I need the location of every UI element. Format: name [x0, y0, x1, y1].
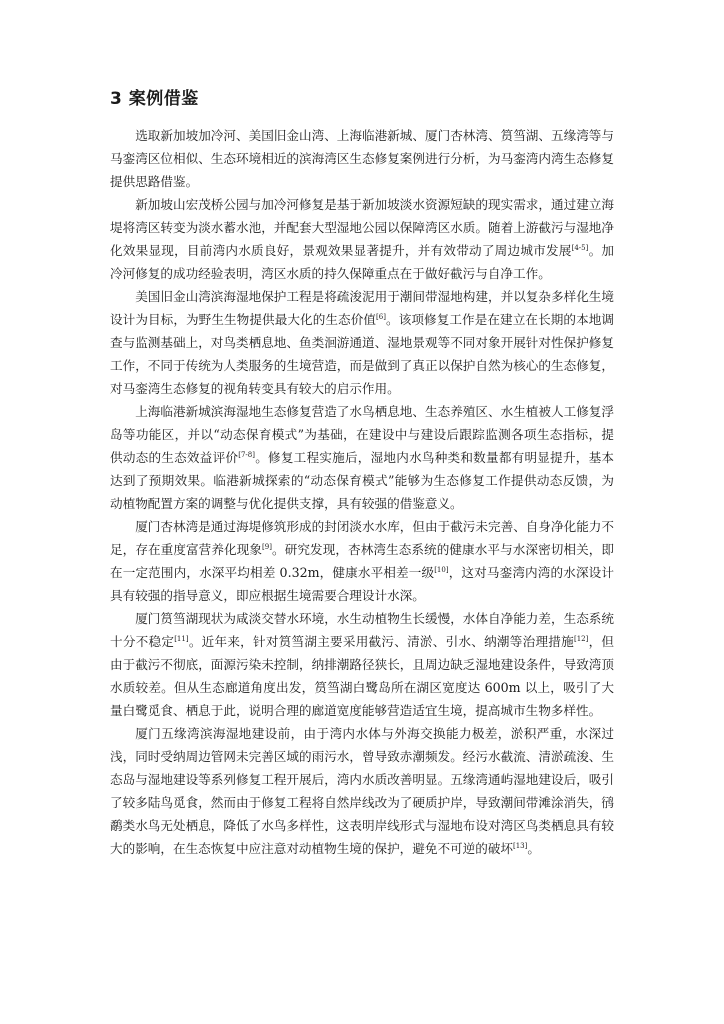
body-paragraph	[110, 124, 614, 193]
citation-ref: [7-8]	[238, 450, 255, 459]
paragraph-text: 。该项修复工作是在建立在长期的本地调查与监测基础上，对鸟类栖息地、鱼类洄游通道、湿地景观等不同对象开展针对性保护修复工作，不同于传统为人类服务的生境营造，而是做到了真正以保护自然为核心的生态修复，对马銮湾生态修复的视角转变具有较大的启示作用。	[110, 312, 615, 396]
paragraph-text: 美国旧金山湾滨海湿地保护工程是将疏浚泥用于潮间带湿地构建，并以复杂多样化生境设计为目标，为野生生物提供最大化的生态价值	[110, 289, 614, 327]
paragraph-text: ，这对马銮湾内湾的水深设计具有较强的指导意义，即应根据生境需要合理设计水深。	[110, 565, 614, 603]
document-page	[110, 88, 614, 860]
paragraph-text: 选取新加坡加冷河、美国旧金山湾、上海临港新城、厦门杏林湾、筼筜湖、五缘湾等与马銮湾区位相似、生态环境相近的滨海湾区生态修复案例进行分析，为马銮湾内湾生态修复提供思路借鉴。	[110, 128, 614, 189]
paragraph-text: 。修复工程实施后，湿地内水鸟种类和数量都有明显提升，基本达到了预期效果。临港新城探索的“动态保育模式”能够为生态修复工作提供动态反馈，为动植物配置方案的调整与优化提供支撑，具有较强的借鉴意义。	[110, 450, 615, 511]
body-paragraph	[110, 607, 614, 722]
paragraph-text: 。研究发现，杏林湾生态系统的健康水平与水深密切相关，即在一定范围内，水深平均相差 0.32m，健康水平相差一级	[110, 542, 615, 580]
paragraph-text: 。加冷河修复的成功经验表明，湾区水质的持久保障重点在于做好截污与自净工作。	[110, 243, 615, 281]
paragraph-text: 。	[527, 841, 540, 856]
paragraph-text: 厦门筼筜湖现状为咸淡交替水环境，水生动植物生长缓慢，水体自净能力差，生态系统十分不稳定	[110, 611, 614, 649]
citation-ref: [12]	[573, 634, 589, 643]
body-text	[110, 124, 614, 860]
paragraph-text: ，但由于截污不彻底，面源污染未控制，纳排潮路径狭长，且周边缺乏湿地建设条件，导致湾顶水质较差。但从生态廊道角度出发，筼筜湖白鹭岛所在湖区宽度达 600m 以上，吸引了大量白鹭觅食、栖息于此，说明合理的廊道宽度能够营造适宜生境，提高城市生物多样性。	[110, 634, 615, 718]
paragraph-text: 新加坡山宏茂桥公园与加冷河修复是基于新加坡淡水资源短缺的现实需求，通过建立海堤将湾区转变为淡水蓄水池，并配套大型湿地公园以保障湾区水质。随着上游截污与湿地净化效果显现，目前湾内水质良好，景观效果显著提升，并有效带动了周边城市发展	[110, 197, 614, 258]
body-paragraph	[110, 400, 614, 515]
section-heading: 3 案例借鉴	[110, 89, 199, 109]
body-paragraph	[110, 515, 614, 607]
citation-ref: [6]	[376, 312, 386, 321]
body-paragraph	[110, 193, 614, 285]
citation-ref: [9]	[262, 542, 272, 551]
paragraph-text: 厦门杏林湾是通过海堤修筑形成的封闭淡水水库，但由于截污未完善、自身净化能力不足，存在重度富营养化现象	[110, 519, 614, 557]
body-paragraph	[110, 285, 614, 400]
citation-ref: [11]	[174, 634, 189, 643]
paragraph-text: 厦门五缘湾滨海湿地建设前，由于湾内水体与外海交换能力极差，淤积严重，水深过浅，同时受纳周边管网未完善区域的雨污水，曾导致赤潮频发。经污水截流、清淤疏浚、生态岛与湿地建设等系列修复工程开展后，湾内水质改善明显。五缘湾通屿湿地建设后，吸引了较多陆鸟觅食，然而由于修复工程将自然岸线改为了硬质护岸，导致潮间带滩涂消失，鸻鹬类水鸟无处栖息，降低了水鸟多样性，这表明岸线形式与湿地布设对湾区鸟类栖息具有较大的影响，在生态恢复中应注意对动植物生境的保护，避免不可逆的破坏	[110, 726, 614, 856]
citation-ref: [10]	[434, 565, 449, 574]
citation-ref: [4-5]	[571, 243, 589, 252]
citation-ref: [13]	[513, 841, 528, 850]
paragraph-text: 。近年来，针对筼筜湖主要采用截污、清淤、引水、纳潮等治理措施	[188, 634, 574, 649]
body-paragraph	[110, 722, 614, 860]
paragraph-text: 上海临港新城滨海湿地生态修复营造了水鸟栖息地、生态养殖区、水生植被人工修复浮岛等功能区，并以“动态保育模式”为基础，在建设中与建设后跟踪监测各项生态指标，提供动态的生态效益评价	[110, 404, 614, 465]
